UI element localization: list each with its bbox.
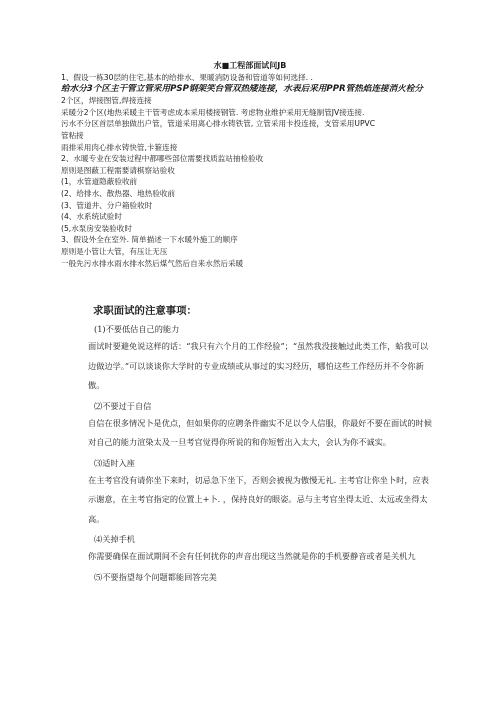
tip-paragraph: 自信在很多情况卜是优点，但如果你的应聘条件幽实不足以令人信服，你最好不要在面试的时候对自己的能力渲染太及一旦考官觉得你所说的和你短暂出入太大，会认为你不诚实。	[88, 417, 432, 447]
tip-heading: ⑶适时入座	[94, 457, 135, 468]
text-line: (1，水管道隐蔽验收前	[61, 177, 138, 187]
text-line: (5,水泵房安装验收时	[61, 223, 132, 233]
tip-paragraph: 你需要确保在面试期间不会有任何扰你的声音出现这当然就是你的手机要静音或者是关机九	[88, 551, 416, 561]
tip-heading: ⑷关掉手机	[94, 534, 135, 544]
text-line: 采暖分2个区(地热采暖主干管考虑成本采用楼接钢管. 考虑物业维护采用无缝制管JV接连接.	[61, 107, 365, 117]
text-line: 1、假设一栋30层的住宅,基本的给排水、果暖消防设备和管道等如何选择. .	[61, 73, 313, 82]
text-line: 雨排采用肉心排水铸快管,卡箍连接	[61, 142, 178, 152]
tip-heading: ⑸不要指望每个问题都能回答完美	[94, 571, 217, 582]
section-heading: 求职面试的注意事项：	[93, 305, 197, 317]
tip-paragraph: 在主考官没有请你坐下来时，切忌急下坐下，否则会被视为傲慢无礼. 主考官让你坐卜时，应表示谢意，在主考官指定的位置上+卜. ，保持良好的眼姿。忌与主考官坐得太近、太远或坐得太高。	[88, 474, 429, 524]
text-line: 一般先污水排水雨水排水然后煤气然后自来水然后采暖	[61, 258, 244, 268]
document-title: 水■工程部面试问JB	[213, 61, 287, 70]
tip-heading: (1)不要低估自己的能力	[94, 324, 180, 334]
text-line: 原则是图蔽工程需要请棋察站验收	[61, 165, 175, 175]
interview-tips-section	[88, 321, 433, 585]
tip-heading: ⑵不要过于自信	[94, 400, 152, 411]
text-line: 2个区，焊接图管,焊接连接	[61, 96, 152, 106]
text-line: (3、管道井、分户箱验收时	[61, 200, 153, 210]
text-line: 给水分3个区主干管立管采用PSP钢架笑台管双热矮连接，水表后采用PPR管热焰连接消火栓分	[61, 83, 423, 94]
text-line: 2、水暖专业在安装过程中都哪些部位需要找质监站抽检验收	[61, 154, 264, 164]
tip-paragraph: 面试时要避免说这样的话：“我只有六个月的工作经验”；“虽然我没接触过此类工作，蛤我可以边做边学。”可以谈谈你大学时的专业成绩或从事过的实习经历，哪怕这些工作经历并不令你新傲。	[88, 341, 429, 390]
text-line: 3、假设外全在室外. 简单描述一下水暖外施工的顺序	[61, 235, 238, 245]
text-line: (4、水系统试验时	[61, 212, 122, 222]
text-line: 原则是小管让大管，有压让无压	[61, 246, 168, 256]
interview-questions-section	[61, 72, 441, 269]
text-line: 管粘接	[61, 130, 84, 140]
text-line: 污水不分区首层单独做出户管，管道采用离心排水铸铁管, 立管采用卡投连接，支管采用UPVC	[61, 119, 376, 129]
text-line: (2、给排水、散热器、地热验收前	[61, 188, 176, 198]
